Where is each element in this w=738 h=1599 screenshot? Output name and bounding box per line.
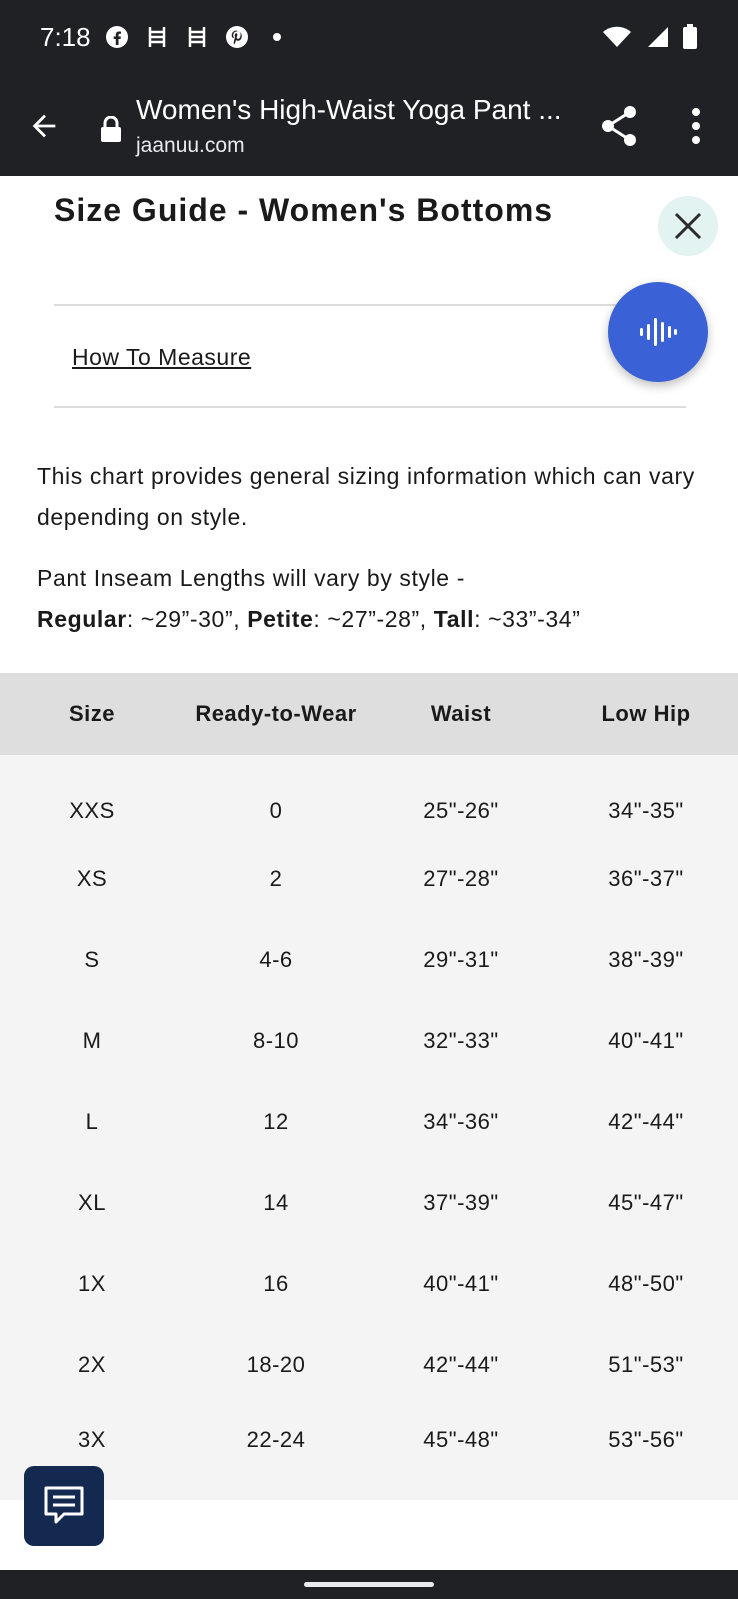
cell-low-hip: 40"-41" [608, 1028, 684, 1053]
table-row [0, 1028, 738, 1068]
cell-size: S [84, 947, 100, 972]
cell-size: 2X [78, 1352, 106, 1377]
cell-low-hip: 36"-37" [608, 866, 684, 891]
browser-address-bar [0, 76, 738, 176]
cell-ready-to-wear: 22-24 [246, 1427, 306, 1452]
close-icon [673, 211, 703, 241]
cell-low-hip: 45"-47" [608, 1190, 684, 1215]
size-table-body [0, 755, 738, 1500]
pinterest-icon [224, 24, 250, 50]
status-time: 7:18 [40, 22, 91, 52]
cell-waist: 29"-31" [423, 947, 499, 972]
cell-ready-to-wear: 8-10 [252, 1028, 300, 1053]
status-bar [0, 0, 738, 76]
regular-label: Regular [37, 606, 127, 632]
back-button[interactable] [24, 106, 64, 146]
close-button[interactable] [658, 196, 718, 256]
facebook-icon [104, 24, 130, 50]
cell-low-hip: 48"-50" [608, 1271, 684, 1296]
cell-size: L [85, 1109, 99, 1134]
table-row [0, 1109, 738, 1149]
divider [54, 406, 686, 408]
table-row [0, 866, 738, 906]
status-system-icons [602, 24, 698, 55]
status-notification-icons [104, 24, 290, 50]
cell-waist: 40"-41" [423, 1271, 499, 1296]
dot-icon [264, 24, 290, 50]
cell-size: XL [78, 1190, 106, 1215]
how-to-measure-link[interactable]: How To Measure [72, 344, 252, 370]
size-guide-title: Size Guide - Women's Bottoms [54, 192, 554, 228]
chat-icon [42, 1484, 86, 1528]
share-icon [600, 104, 640, 148]
inseam-note [37, 558, 717, 640]
inseam-intro: Pant Inseam Lengths will vary by style - [37, 565, 465, 591]
table-row [0, 1271, 738, 1311]
cell-size: XS [76, 866, 108, 891]
cell-low-hip: 42"-44" [608, 1109, 684, 1134]
share-button[interactable] [600, 104, 640, 148]
cell-low-hip: 34"-35" [608, 798, 684, 823]
cell-ready-to-wear: 14 [263, 1190, 289, 1215]
table-row [0, 798, 738, 838]
table-row [0, 947, 738, 987]
cell-ready-to-wear: 0 [269, 798, 283, 823]
cell-low-hip: 51"-53" [608, 1352, 684, 1377]
wifi-icon [602, 25, 632, 54]
column-header-size: Size [68, 701, 116, 726]
cell-waist: 34"-36" [423, 1109, 499, 1134]
tall-value: : ~33”-34” [474, 606, 581, 632]
cell-ready-to-wear: 4-6 [259, 947, 293, 972]
regular-value: : ~29”-30”, [126, 606, 248, 632]
size-table-header [0, 673, 738, 755]
cell-size: XXS [69, 798, 115, 823]
divider [54, 304, 686, 306]
system-navigation-bar [0, 1570, 738, 1599]
cell-waist: 37"-39" [423, 1190, 499, 1215]
column-header-waist: Waist [430, 701, 492, 726]
more-vertical-icon [684, 104, 708, 148]
page-title[interactable]: Women's High-Waist Yoga Pant ... [136, 94, 562, 125]
table-row [0, 1352, 738, 1392]
petite-value: : ~27”-28”, [313, 606, 434, 632]
cell-waist: 25"-26" [423, 798, 499, 823]
tall-label: Tall [433, 606, 475, 632]
notification-icon [184, 24, 210, 50]
cell-low-hip: 53"-56" [608, 1427, 684, 1452]
petite-label: Petite [247, 606, 314, 632]
battery-icon [682, 24, 698, 55]
signal-icon [644, 25, 670, 54]
cell-ready-to-wear: 2 [269, 866, 283, 891]
column-header-ready-to-wear: Ready-to-Wear [195, 701, 357, 726]
cell-low-hip: 38"-39" [608, 947, 684, 972]
cell-size: M [82, 1028, 102, 1053]
lock-icon [100, 116, 122, 142]
voice-assistant-button[interactable] [608, 282, 708, 382]
notification-icon [144, 24, 170, 50]
inseam-lengths [37, 599, 717, 640]
cell-size: 1X [78, 1271, 106, 1296]
table-row [0, 1190, 738, 1230]
cell-size: 3X [78, 1427, 106, 1452]
cell-waist: 27"-28" [423, 866, 499, 891]
sound-wave-icon [638, 315, 678, 349]
table-row [0, 1427, 738, 1467]
cell-ready-to-wear: 12 [263, 1109, 289, 1134]
back-arrow-icon [27, 109, 61, 143]
cell-ready-to-wear: 18-20 [246, 1352, 306, 1377]
cell-waist: 45"-48" [423, 1427, 499, 1452]
column-header-low-hip: Low Hip [601, 701, 691, 726]
cell-waist: 32"-33" [423, 1028, 499, 1053]
cell-ready-to-wear: 16 [263, 1271, 289, 1296]
home-gesture-handle[interactable] [304, 1582, 434, 1587]
chat-button[interactable] [24, 1466, 104, 1546]
overflow-menu-button[interactable] [684, 104, 708, 148]
page-domain[interactable]: jaanuu.com [136, 134, 245, 157]
cell-waist: 42"-44" [423, 1352, 499, 1377]
sizing-note: This chart provides general sizing information which can vary depending on style. [37, 463, 695, 530]
